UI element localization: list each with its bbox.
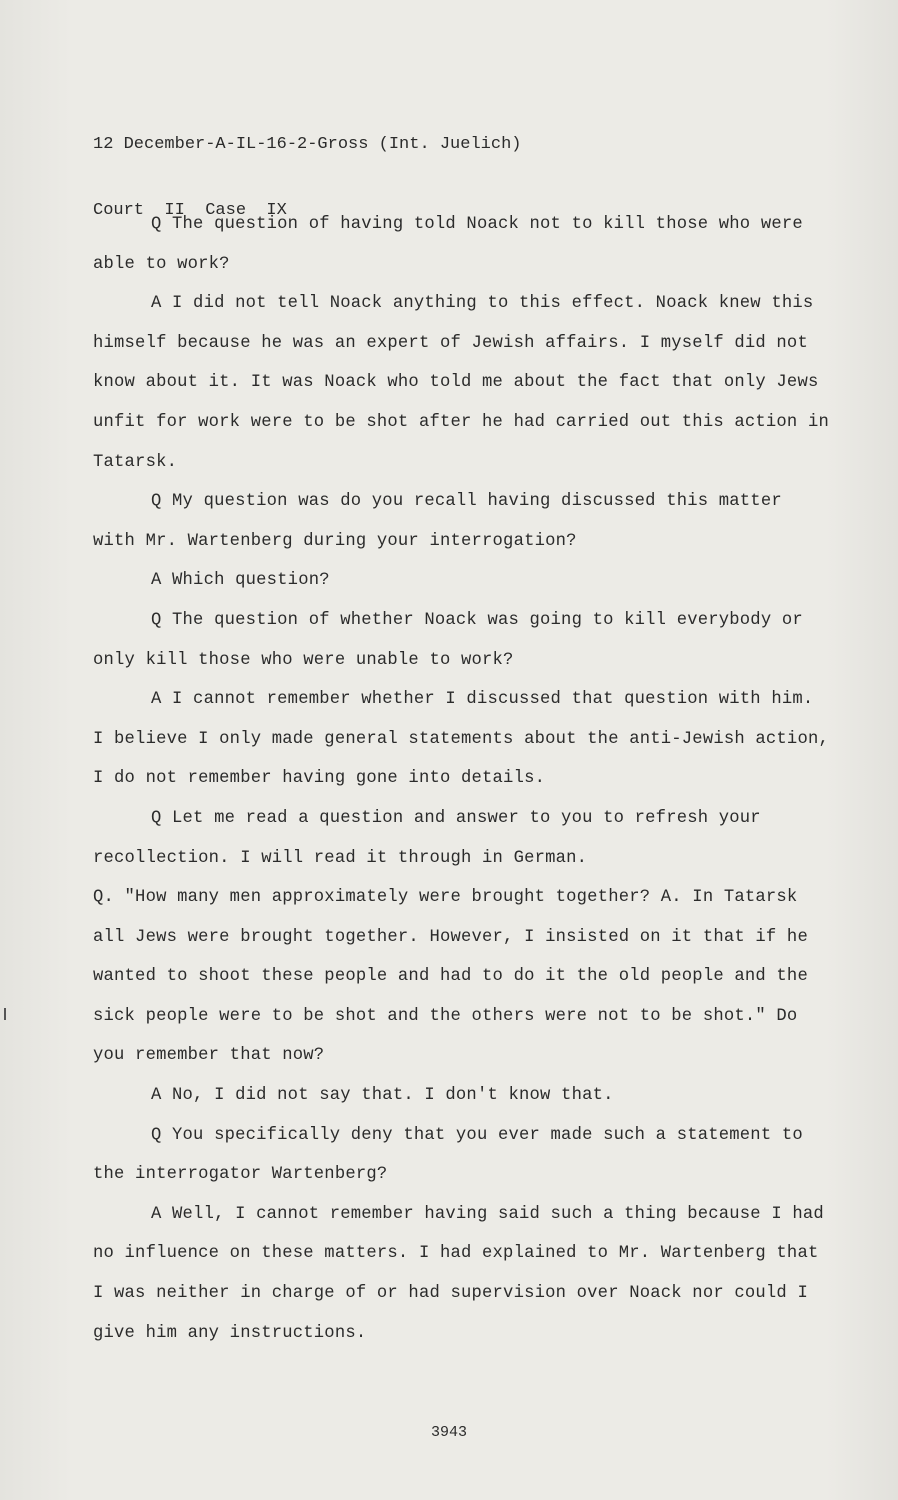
- transcript-paragraph-4: A Which question?: [151, 571, 330, 591]
- transcript-paragraph-1: Q The question of having told Noack not to kill those who were able to work?: [93, 215, 803, 274]
- transcript-paragraph-8: Q. "How many men approximately were brought together? A. In Tatarsk all Jews were brought together. However, I insisted on it that if he wanted to shoot these people and had to do it the old people and the sick people were to be shot and the others were not to be shot." Do you remember that now?: [93, 888, 808, 1066]
- header-line-2: Court II Case IX: [93, 201, 287, 220]
- transcript-paragraph-11: A Well, I cannot remember having said such a thing because I had no influence on these matters. I had explained to Mr. Wartenberg that I was neither in charge of or had supervision over Noack nor could I give him any instructions.: [93, 1204, 824, 1343]
- transcript-paragraph-2: A I did not tell Noack anything to this effect. Noack knew this himself because he was an expert of Jewish affairs. I myself did not know about it. It was Noack who told me about the fact that only Jews unfit for work were to be shot after he had carried out this action in Tatarsk.: [93, 294, 829, 472]
- transcript-paragraph-7: Q Let me read a question and answer to you to refresh your recollection. I will read it through in German.: [93, 808, 761, 868]
- transcript-paragraph-9: A No, I did not say that. I don't know that.: [151, 1086, 614, 1106]
- transcript-paragraph-6: A I cannot remember whether I discussed that question with him. I believe I only made general statements about the anti-Jewish action, I do not remember having gone into details.: [93, 690, 829, 789]
- transcript-paragraph-10: Q You specifically deny that you ever made such a statement to the interrogator Wartenberg?: [93, 1125, 803, 1185]
- transcript-paragraph-3: Q My question was do you recall having discussed this matter with Mr. Wartenberg during your interrogation?: [93, 492, 782, 551]
- page-number: 3943: [430, 1424, 467, 1441]
- transcript-body: [93, 205, 833, 1353]
- margin-mark: [4, 1008, 6, 1020]
- transcript-paragraph-5: Q The question of whether Noack was going to kill everybody or only kill those who were unable to work?: [93, 610, 803, 670]
- header-line-1: 12 December-A-IL-16-2-Gross (Int. Juelich): [93, 135, 522, 154]
